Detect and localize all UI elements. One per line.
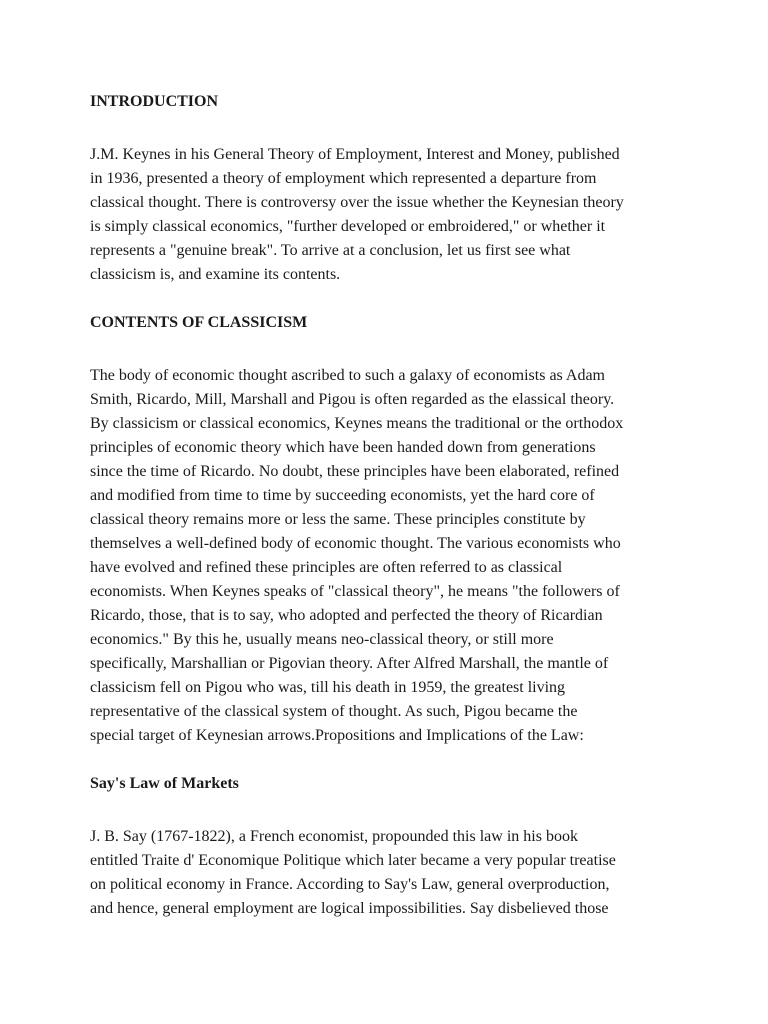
section-body-says-law: J. B. Say (1767-1822), a French economist, propounded this law in his book entitled Traite d' Economique Politique which later became a very popular treatise on political economy in France. According to Say's Law, general overproduction, and hence, general employment are logical impossibilities. Say disbelieved those <box>90 828 616 917</box>
section-heading-says-law: Say's Law of Markets <box>90 775 239 792</box>
section-body-contents-of-classicism: The body of economic thought ascribed to such a galaxy of economists as Adam Smith, Ricardo, Mill, Marshall and Pigou is often regarded as the elassical theory. By classicism or classical economics, Keynes means the traditional or the orthodox principles of economic theory which have been handed down from generations since the time of Ricardo. No doubt, these principles have been elaborated, refined and modified from time to time by succeeding economists, yet the hard core of classical theory remains more or less the same. These principles constitute by themselves a well-defined body of economic thought. The various economists who have evolved and refined these principles are often referred to as classical economists. When Keynes speaks of "classical theory", he means "the followers of Ricardo, those, that is to say, who adopted and perfected the theory of Ricardian economics." By this he, usually means neo-classical theory, or still more specifically, Marshallian or Pigovian theory. After Alfred Marshall, the mantle of classicism fell on Pigou who was, till his death in 1959, the greatest living representative of the classical system of thought. As such, Pigou became the special target of Keynesian arrows.Propositions and Implications of the Law: <box>90 367 624 744</box>
section-heading-introduction: INTRODUCTION <box>90 93 219 110</box>
section-body-introduction: J.M. Keynes in his General Theory of Employment, Interest and Money, published in 1936, presented a theory of employment which represented a departure from classical thought. There is controversy over the issue whether the Keynesian theory is simply classical economics, "further developed or embroidered," or whether it represents a "genuine break". To arrive at a conclusion, let us first see what classicism is, and examine its contents. <box>90 146 624 283</box>
document-page <box>90 90 690 921</box>
section-heading-contents-of-classicism: CONTENTS OF CLASSICISM <box>90 314 308 331</box>
